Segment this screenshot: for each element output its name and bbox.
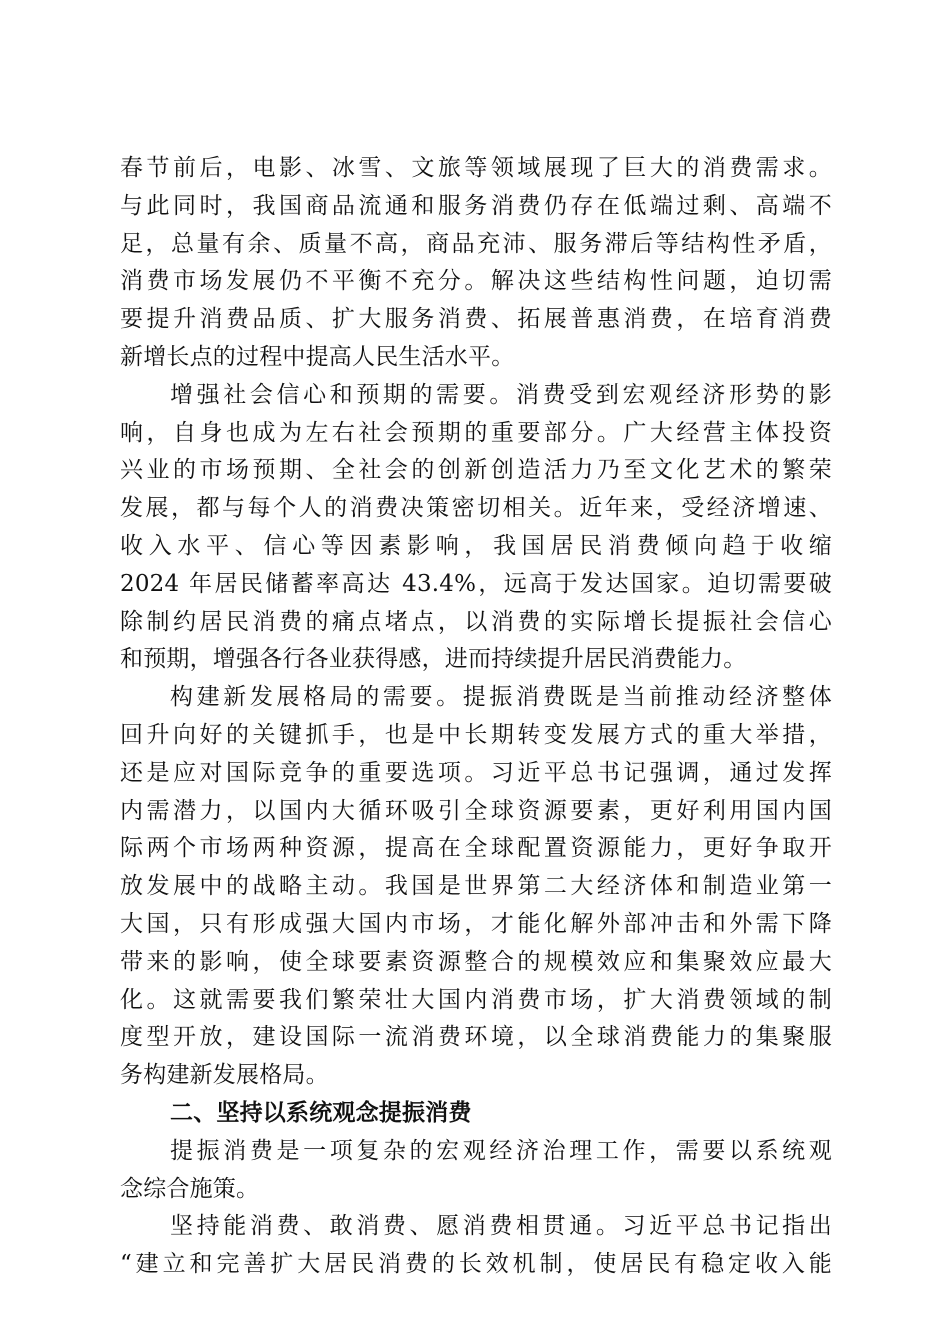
- text-line: 带来的影响，使全球要素资源整合的规模效应和集聚效应最大: [120, 948, 832, 975]
- section-heading: 二、坚持以系统观念提振消费: [170, 1099, 472, 1126]
- text-line: 要提升消费品质、扩大服务消费、拓展普惠消费，在培育消费: [120, 306, 832, 333]
- text-line: 度型开放，建设国际一流消费环境，以全球消费能力的集聚服: [120, 1024, 832, 1051]
- text-line: 际两个市场两种资源，提高在全球配置资源能力，更好争取开: [120, 835, 832, 862]
- text-line: 与此同时，我国商品流通和服务消费仍存在低端过剩、高端不: [120, 192, 832, 219]
- text-line: 足，总量有余、质量不高，商品充沛、服务滞后等结构性矛盾，: [120, 230, 832, 257]
- text-line: 收入水平、信心等因素影响，我国居民消费倾向趋于收缩: [120, 532, 832, 559]
- text-line: 大国，只有形成强大国内市场，才能化解外部冲击和外需下降: [120, 910, 832, 937]
- paragraph-start-line: 构建新发展格局的需要。提振消费既是当前推动经济整体: [170, 684, 832, 711]
- text-line: 务构建新发展格局。: [120, 1062, 329, 1089]
- text-line: 内需潜力，以国内大循环吸引全球资源要素，更好利用国内国: [120, 797, 832, 824]
- text-line: “建立和完善扩大居民消费的长效机制，使居民有稳定收入能: [120, 1251, 832, 1278]
- text-line: 春节前后，电影、冰雪、文旅等领域展现了巨大的消费需求。: [120, 155, 832, 181]
- text-line: 和预期，增强各行各业获得感，进而持续提升居民消费能力。: [120, 646, 747, 673]
- text-line: 2024 年居民储蓄率高达 43.4%，远高于发达国家。迫切需要破: [120, 570, 832, 597]
- text-line: 新增长点的过程中提高人民生活水平。: [120, 343, 515, 370]
- text-line: 除制约居民消费的痛点堵点，以消费的实际增长提振社会信心: [120, 608, 832, 635]
- text-line: 响，自身也成为左右社会预期的重要部分。广大经营主体投资: [120, 419, 832, 446]
- paragraph-start-line: 坚持能消费、敢消费、愿消费相贯通。习近平总书记指出: [170, 1213, 832, 1240]
- paragraph-start-line: 提振消费是一项复杂的宏观经济治理工作，需要以系统观: [170, 1137, 832, 1164]
- paragraph-start-line: 增强社会信心和预期的需要。消费受到宏观经济形势的影: [170, 381, 832, 408]
- text-line: 消费市场发展仍不平衡不充分。解决这些结构性问题，迫切需: [120, 268, 832, 295]
- text-line: 念综合施策。: [120, 1175, 260, 1202]
- text-line: 还是应对国际竞争的重要选项。习近平总书记强调，通过发挥: [120, 759, 832, 786]
- text-line: 放发展中的战略主动。我国是世界第二大经济体和制造业第一: [120, 873, 832, 900]
- document-body: [120, 150, 832, 1284]
- text-line: 兴业的市场预期、全社会的创新创造活力乃至文化艺术的繁荣: [120, 457, 832, 484]
- text-line: 化。这就需要我们繁荣壮大国内消费市场，扩大消费领域的制: [120, 986, 832, 1013]
- text-line: 发展，都与每个人的消费决策密切相关。近年来，受经济增速、: [120, 495, 832, 522]
- text-line: 回升向好的关键抓手，也是中长期转变发展方式的重大举措，: [120, 721, 832, 748]
